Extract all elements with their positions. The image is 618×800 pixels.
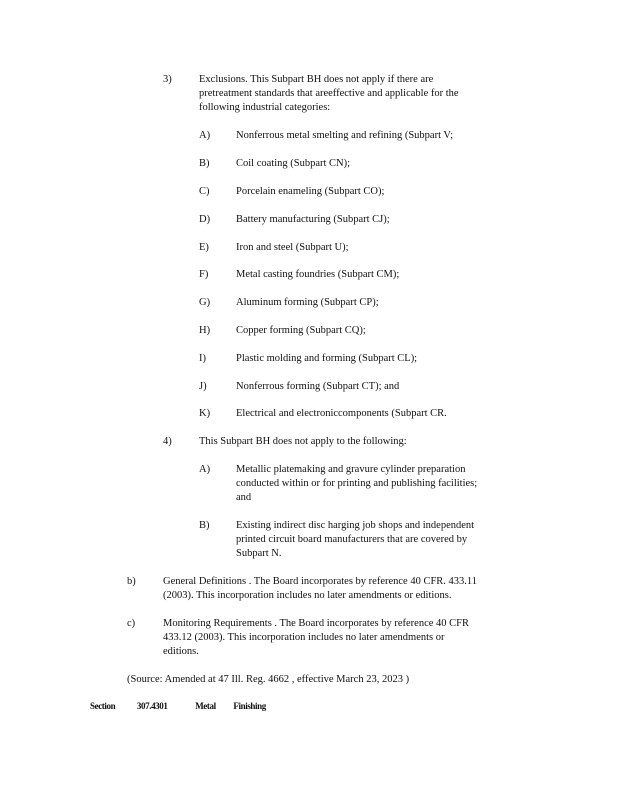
item-4-label: 4) xyxy=(163,436,172,447)
subitem-h-label: H) xyxy=(199,325,211,336)
section-title-word-2: Finishing xyxy=(233,701,266,711)
item-4-subitem-b-line-3: Subpart N. xyxy=(236,548,282,559)
subitem-c-text: Porcelain enameling (Subpart CO); xyxy=(236,186,385,197)
subitem-d-text: Battery manufacturing (Subpart CJ); xyxy=(236,214,390,225)
item-c-label: c) xyxy=(127,618,136,629)
subitem-j-label: J) xyxy=(199,381,207,392)
subitem-g-text: Aluminum forming (Subpart CP); xyxy=(236,297,379,308)
subitem-f-text: Metal casting foundries (Subpart CM); xyxy=(236,269,400,280)
subitem-k-label: K) xyxy=(199,408,211,419)
item-4-subitem-b-label: B) xyxy=(199,520,210,531)
section-number: 307.4301 xyxy=(136,701,168,711)
item-4-subitem-a-line-3: and xyxy=(236,492,252,503)
item-c-line-1: Monitoring Requirements . The Board incorporates by reference 40 CFR xyxy=(163,618,469,629)
subitem-h-text: Copper forming (Subpart CQ); xyxy=(236,325,366,336)
item-3-line-1: Exclusions. This Subpart BH does not apply if there are xyxy=(199,74,434,85)
item-c-line-3: editions. xyxy=(163,646,199,657)
item-4-text: This Subpart BH does not apply to the following: xyxy=(199,436,407,447)
item-4-subitem-a-line-1: Metallic platemaking and gravure cylinder preparation xyxy=(236,464,466,475)
subitem-d-label: D) xyxy=(199,214,211,225)
subitem-e-label: E) xyxy=(199,242,209,253)
item-c-line-2: 433.12 (2003). This incorporation includes no later amendments or xyxy=(163,632,445,643)
section-title-word-1: Metal xyxy=(195,701,216,711)
item-b-line-2: (2003). This incorporation includes no later amendments or editions. xyxy=(163,590,452,601)
subitem-a-label: A) xyxy=(199,130,211,141)
source-note: (Source: Amended at 47 Ill. Reg. 4662 , effective March 23, 2023 ) xyxy=(127,674,410,685)
subitem-c-label: C) xyxy=(199,186,210,197)
item-4-subitem-b-line-2: printed circuit board manufacturers that are covered by xyxy=(236,534,468,545)
subitem-b-text: Coil coating (Subpart CN); xyxy=(236,158,351,169)
subitem-j-text: Nonferrous forming (Subpart CT); and xyxy=(236,381,400,392)
subitem-g-label: G) xyxy=(199,297,211,308)
item-4-subitem-a-label: A) xyxy=(199,464,211,475)
subitem-b-label: B) xyxy=(199,158,210,169)
item-3-line-2: pretreatment standards that areeffective and applicable for the xyxy=(199,88,459,99)
item-3-line-3: following industrial categories: xyxy=(199,102,331,113)
item-4-subitem-a-line-2: conducted within or for printing and publishing facilities; xyxy=(236,478,478,489)
subitem-i-label: I) xyxy=(199,353,206,364)
section-label: Section xyxy=(90,701,116,711)
item-b-line-1: General Definitions . The Board incorporates by reference 40 CFR. 433.11 xyxy=(163,576,478,587)
item-4-subitem-b-line-1: Existing indirect disc harging job shops and independent xyxy=(236,520,475,531)
subitem-a-text: Nonferrous metal smelting and refining (Subpart V; xyxy=(236,130,454,141)
subitem-e-text: Iron and steel (Subpart U); xyxy=(236,242,349,253)
section-heading xyxy=(90,701,266,711)
item-b-label: b) xyxy=(127,576,136,587)
subitem-f-label: F) xyxy=(199,269,209,280)
subitem-i-text: Plastic molding and forming (Subpart CL); xyxy=(236,353,418,364)
subitem-k-text: Electrical and electroniccomponents (Subpart CR. xyxy=(236,408,447,419)
item-3-label: 3) xyxy=(163,74,172,85)
